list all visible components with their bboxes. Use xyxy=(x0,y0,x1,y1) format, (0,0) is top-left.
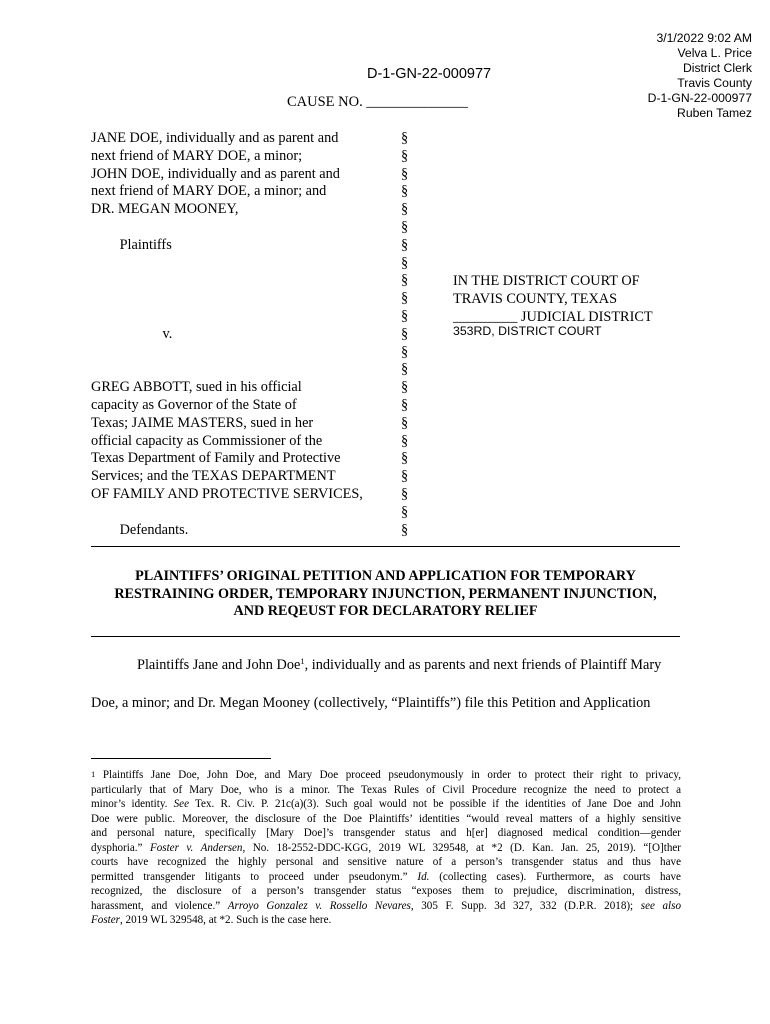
footnote-line xyxy=(91,855,681,870)
caption-line xyxy=(91,255,363,273)
court-designation xyxy=(453,273,653,326)
footnote-line xyxy=(91,913,681,928)
section-symbol: § xyxy=(401,521,409,538)
caption-line: Services; and the TEXAS DEPARTMENT xyxy=(91,468,336,485)
footnote-reference[interactable]: 1 xyxy=(300,656,305,666)
caption-line: OF FAMILY AND PROTECTIVE SERVICES, xyxy=(91,485,363,502)
footnote-line xyxy=(91,783,681,798)
section-symbol: § xyxy=(401,307,409,324)
footnote-citation: Foster v. Andersen xyxy=(149,841,243,854)
title-line-1: PLAINTIFFS’ ORIGINAL PETITION AND APPLICATION FOR TEMPORARY xyxy=(135,568,636,584)
footnote-separator xyxy=(91,758,271,759)
title-line-2: RESTRAINING ORDER, TEMPORARY INJUNCTION, PERMANENT INJUNCTION, xyxy=(114,585,657,602)
court-line-3: _________ JUDICIAL DISTRICT xyxy=(453,308,653,325)
footnote-line xyxy=(91,797,681,812)
footnote-text: Doe were public. Moreover, the disclosure of the Doe Plaintiffs’ identities “would reveal matters of a highly sensitive xyxy=(91,812,681,825)
caption-line xyxy=(91,361,363,379)
section-symbol: § xyxy=(401,272,409,289)
case-number-header: D-1-GN-22-000977 xyxy=(367,66,492,82)
footnote-text: and personal nature, specifically [Mary Doe]’s transgender status and h[er] diagnosed medical condition—gender xyxy=(91,827,681,839)
section-symbol: § xyxy=(401,236,409,253)
title-line-3: AND REQEUST FOR DECLARATORY RELIEF xyxy=(233,603,538,620)
section-symbol: § xyxy=(401,414,409,431)
clerk-file-stamp xyxy=(648,31,752,122)
footnote-text: minor’s identity. xyxy=(91,798,174,810)
caption-line: JOHN DOE, individually and as parent and xyxy=(91,165,340,182)
footnote-line xyxy=(91,826,681,841)
section-symbol: § xyxy=(401,468,409,485)
stamp-datetime: 3/1/2022 9:02 AM xyxy=(656,31,752,45)
footnote-text: recognized, the disclosure of a person’s transgender status “exposes them to prejudice, discrimination, distress, xyxy=(91,885,681,897)
court-line-2: TRAVIS COUNTY, TEXAS xyxy=(453,290,618,307)
title-bottom-rule xyxy=(91,636,680,637)
stamp-clerk-title: District Clerk xyxy=(682,61,752,76)
section-symbol: § xyxy=(401,503,409,520)
caption-section-symbols xyxy=(401,130,408,539)
footnote-text: harassment, and violence.” xyxy=(91,899,228,912)
stamp-deputy: Ruben Tamez xyxy=(677,106,752,121)
footnote-text: Plaintiffs Jane Doe, John Doe, and Mary Doe proceed pseudonymously in order to protect their right to privacy, xyxy=(95,769,681,781)
caption-line: Texas Department of Family and Protective xyxy=(91,450,341,467)
caption-line: next friend of MARY DOE, a minor; and xyxy=(91,183,327,200)
section-symbol: § xyxy=(401,130,409,146)
section-symbol: § xyxy=(401,432,409,449)
caption-line xyxy=(91,344,363,362)
footnote-text: (collecting cases). Furthermore, as courts have xyxy=(429,870,681,883)
section-symbol: § xyxy=(401,379,409,396)
document-title xyxy=(91,568,680,621)
section-symbol: § xyxy=(401,450,409,467)
stamp-county: Travis County xyxy=(677,76,752,91)
caption-line: capacity as Governor of the State of xyxy=(91,396,297,413)
footnote-line xyxy=(91,812,681,827)
footnote-text: permitted transgender litigants to proceed under pseudonym.” xyxy=(91,870,418,883)
body-text-end: , individually and as parents and next friends of Plaintiff Mary xyxy=(304,657,662,673)
caption-line: Plaintiffs xyxy=(91,236,172,253)
section-symbol: § xyxy=(401,361,409,378)
caption-line xyxy=(91,290,363,308)
caption-line xyxy=(91,272,363,290)
court-line-1: IN THE DISTRICT COURT OF xyxy=(453,273,640,289)
footnote-marker: 1 xyxy=(91,769,96,779)
footnote-text: , 305 F. Supp. 3d 327, 332 (D.P.R. 2018); xyxy=(410,899,641,912)
footnote-line xyxy=(91,899,681,914)
section-symbol: § xyxy=(401,485,409,502)
caption-parties xyxy=(91,130,363,539)
body-paragraph-line-2: Doe, a minor; and Dr. Megan Mooney (collectively, “Plaintiffs”) file this Petition and Application xyxy=(91,695,651,711)
body-paragraph-line-1 xyxy=(137,657,661,674)
section-symbol: § xyxy=(401,165,409,182)
footnote-text: Tex. R. Civ. P. 21c(a)(3). Such goal would not be possible if the identities of Jane Doe and John xyxy=(189,798,681,810)
footnote-citation: Id. xyxy=(417,870,430,883)
section-symbol: § xyxy=(401,254,409,271)
footnote-citation: Foster xyxy=(91,914,120,926)
stamp-case-number: D-1-GN-22-000977 xyxy=(647,91,752,106)
title-top-rule xyxy=(91,546,680,547)
section-symbol: § xyxy=(401,290,409,307)
caption-line xyxy=(91,308,363,326)
caption-line: DR. MEGAN MOONEY, xyxy=(91,201,239,218)
section-symbol: § xyxy=(401,396,409,413)
caption-line: next friend of MARY DOE, a minor; xyxy=(91,147,303,164)
section-symbol: § xyxy=(401,147,409,164)
caption-line xyxy=(91,504,363,522)
stamp-clerk-name: Velva L. Price xyxy=(677,46,752,61)
footnote-text: particularly that of Mary Doe, who is a minor. The Texas Rules of Civil Procedure recognize the need to protect a xyxy=(91,783,681,796)
caption-line: v. xyxy=(91,325,173,342)
section-symbol: § xyxy=(401,325,409,342)
caption-line: Defendants. xyxy=(91,521,189,538)
section-symbol: § xyxy=(401,183,409,200)
footnote-line xyxy=(91,768,681,783)
footnote-line xyxy=(91,870,681,885)
caption-line: JANE DOE, individually and as parent and xyxy=(91,130,339,146)
footnote-text: courts have recognized the highly personal and sensitive nature of a person’s transgender status and thus have xyxy=(91,856,681,868)
footnote-citation: See xyxy=(173,798,190,810)
footnote-text: , 2019 WL 329548, at *2. Such is the case here. xyxy=(119,914,332,926)
footnote-text: dysphoria.” xyxy=(91,841,150,854)
caption-line: official capacity as Commissioner of the xyxy=(91,432,323,449)
caption-line: Texas; JAIME MASTERS, sued in her xyxy=(91,414,314,431)
court-filled-in: 353RD, DISTRICT COURT xyxy=(453,324,602,338)
caption-line: GREG ABBOTT, sued in his official xyxy=(91,379,302,396)
footnote-text: , No. 18-2552-DDC-KGG, 2019 WL 329548, at *2 (D. Kan. Jan. 25, 2019). “[O]ther xyxy=(242,841,681,854)
body-text-start: Plaintiffs Jane and John Doe xyxy=(137,657,301,673)
section-symbol: § xyxy=(401,201,409,218)
footnote-line xyxy=(91,884,681,899)
section-symbol: § xyxy=(401,218,409,235)
footnote-citation: Arroyo Gonzalez v. Rossello Nevares xyxy=(227,899,411,912)
cause-number: CAUSE NO. ______________ xyxy=(287,94,468,110)
footnote-line xyxy=(91,841,681,856)
section-symbol: § xyxy=(401,343,409,360)
footnote-citation: see also xyxy=(640,899,682,912)
footnote xyxy=(91,768,681,928)
caption-line xyxy=(91,219,363,237)
